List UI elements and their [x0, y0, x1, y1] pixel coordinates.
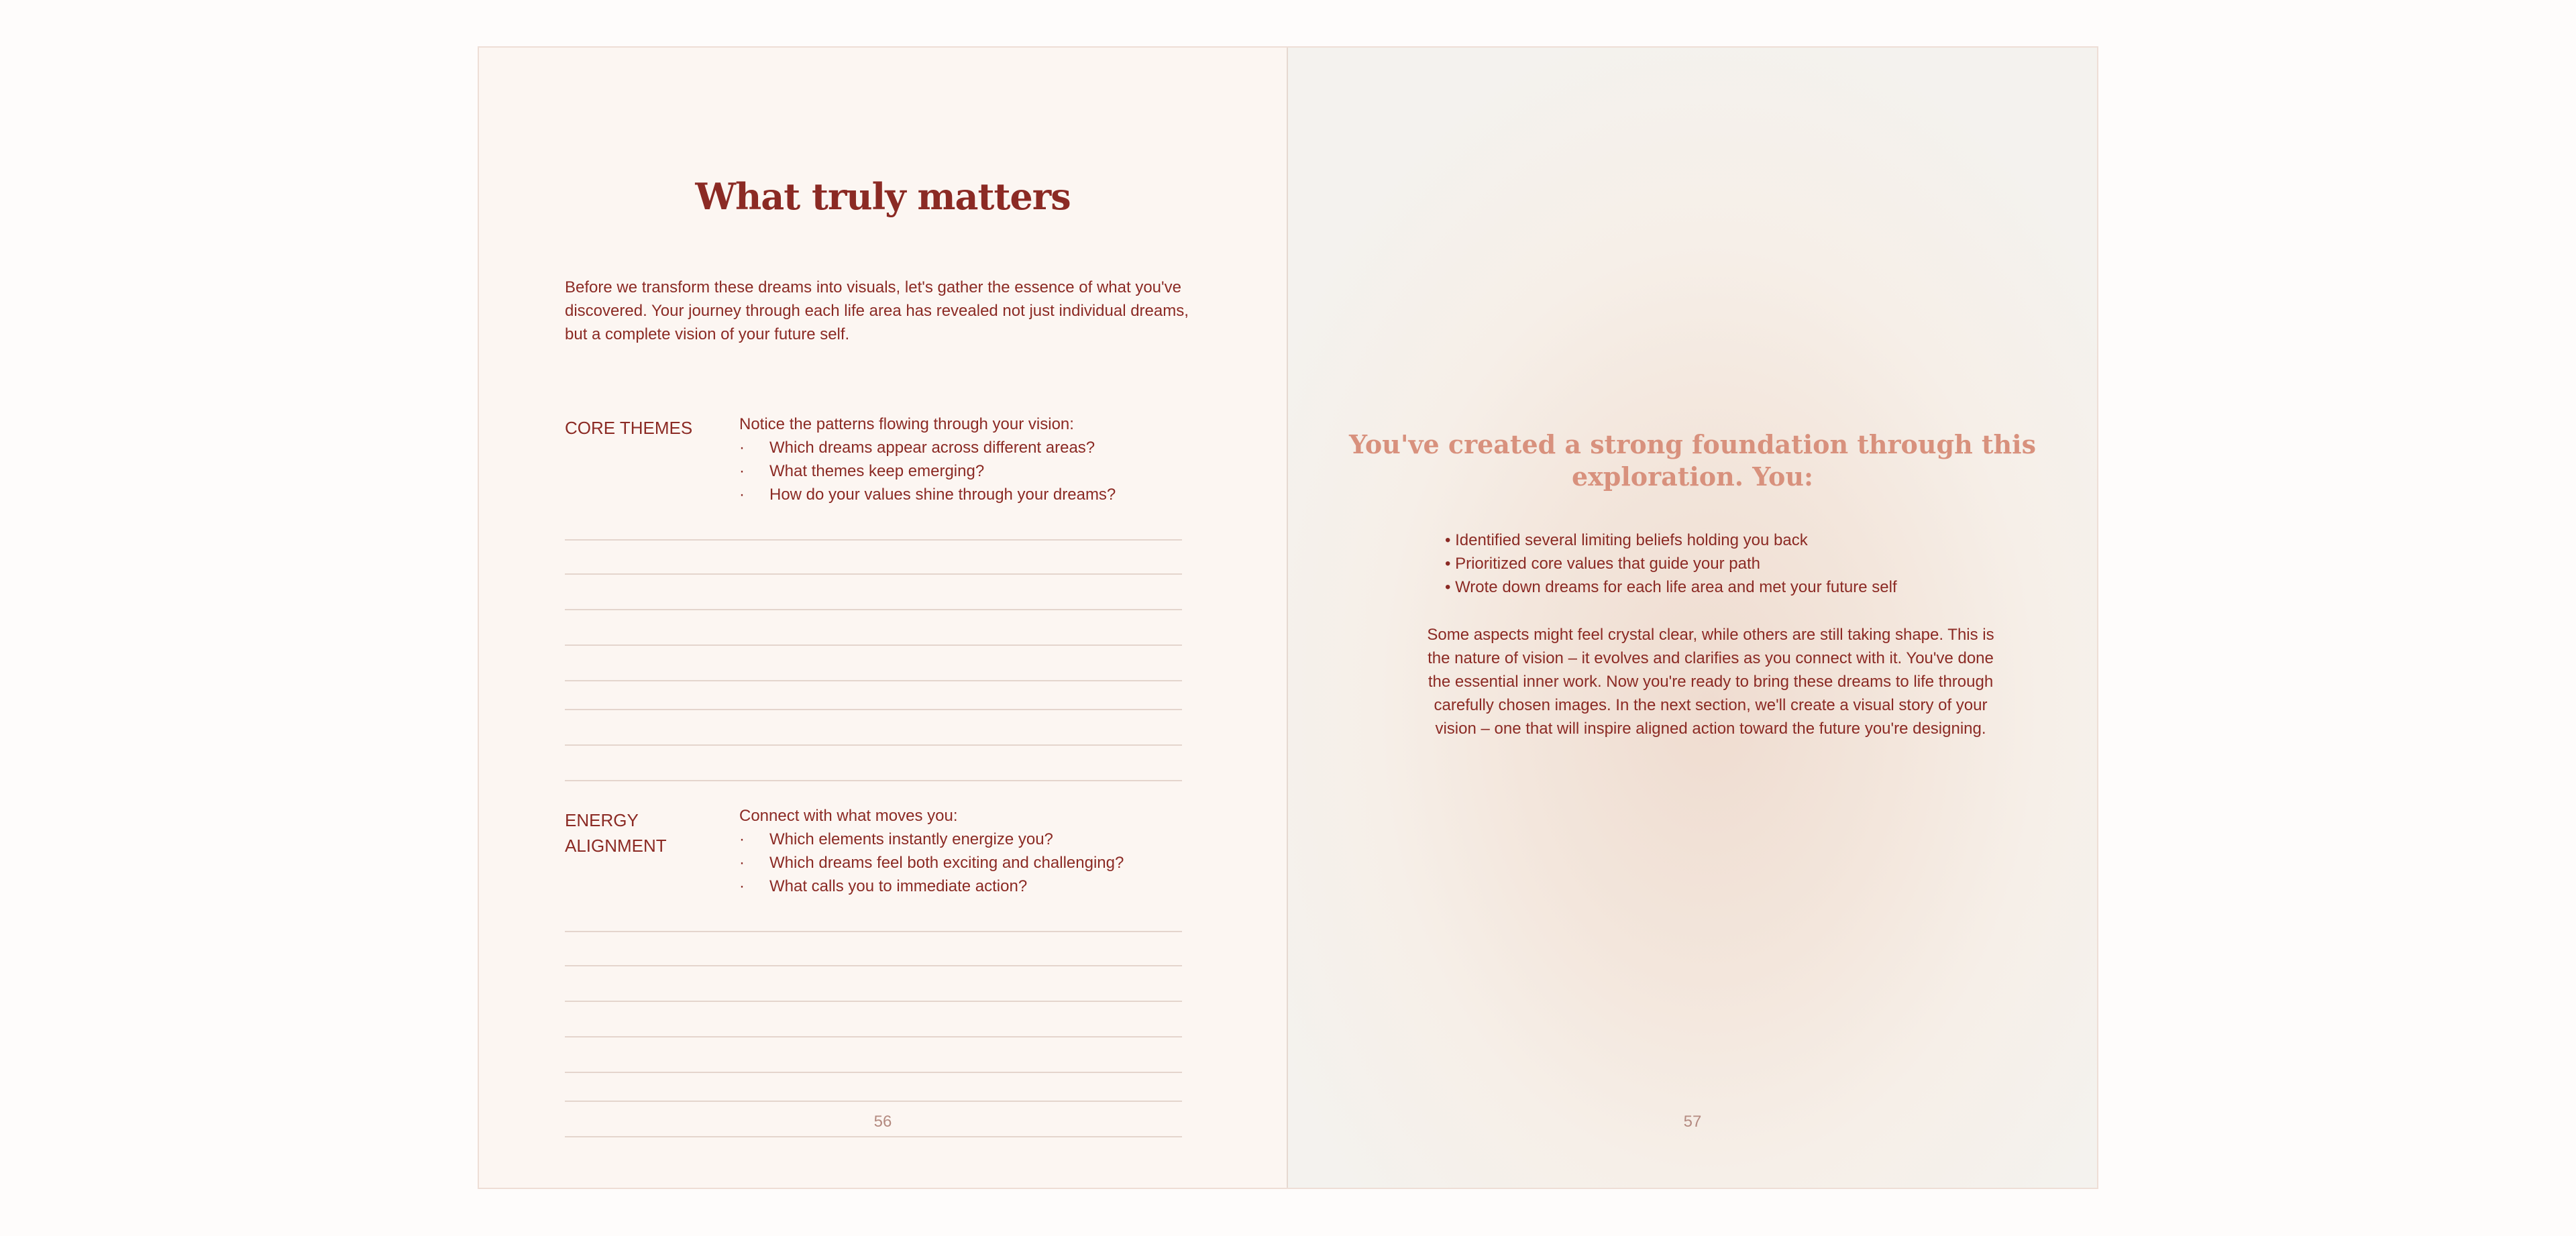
page-title: What truly matters — [695, 175, 1071, 218]
writing-line — [565, 780, 1182, 781]
writing-line — [565, 1072, 1182, 1073]
book-spread — [478, 46, 2098, 1189]
writing-lines-core-themes[interactable] — [565, 539, 1182, 781]
summary-item: • Wrote down dreams for each life area and met your future self — [1445, 575, 1995, 599]
summary-paragraph: Some aspects might feel crystal clear, while others are still taking shape. This is the nature of vision – it evolves and clarifies as you connect with it. You've done the essential inner work. Now you're ready to bring these dreams to life through carefully chosen images. In the next section, we'll create a visual story of your vision – one that will inspire aligned action toward the future you're designing. — [1427, 626, 1994, 738]
writing-line — [565, 709, 1182, 710]
question-item: · What themes keep emerging? — [739, 459, 1209, 483]
page-number: 56 — [873, 1113, 892, 1131]
writing-line — [565, 1101, 1182, 1102]
left-page — [479, 48, 1288, 1188]
question-item: · Which elements instantly energize you? — [739, 828, 1209, 851]
section-core-themes — [739, 412, 1209, 506]
writing-lines-energy-alignment[interactable] — [565, 931, 1182, 1137]
section-prompt: Notice the patterns flowing through your vision: — [739, 415, 1074, 433]
summary-heading: You've created a strong foundation through this exploration. You: — [1349, 429, 2036, 492]
writing-line — [565, 539, 1182, 541]
question-item: · What calls you to immediate action? — [739, 875, 1209, 898]
right-page — [1288, 48, 2097, 1188]
section-label-energy-alignment: ENERGY ALIGNMENT — [565, 810, 667, 856]
writing-line — [565, 644, 1182, 646]
section-label-core-themes: CORE THEMES — [565, 418, 693, 438]
writing-line — [565, 680, 1182, 681]
summary-item: • Prioritized core values that guide your path — [1445, 552, 1995, 575]
question-item: · Which dreams feel both exciting and challenging? — [739, 851, 1209, 875]
writing-line — [565, 965, 1182, 966]
section-prompt: Connect with what moves you: — [739, 807, 958, 825]
writing-line — [565, 1036, 1182, 1037]
summary-list — [1445, 528, 1995, 599]
writing-line — [565, 609, 1182, 610]
writing-line — [565, 744, 1182, 746]
writing-line — [565, 573, 1182, 575]
writing-line — [565, 931, 1182, 932]
question-item: · How do your values shine through your dreams? — [739, 483, 1209, 506]
summary-item: • Identified several limiting beliefs holding you back — [1445, 528, 1995, 552]
question-item: · Which dreams appear across different areas? — [739, 436, 1209, 459]
page-number: 57 — [1683, 1113, 1702, 1131]
writing-line — [565, 1136, 1182, 1137]
section-energy-alignment — [739, 804, 1209, 898]
writing-line — [565, 1001, 1182, 1002]
intro-text: Before we transform these dreams into visuals, let's gather the essence of what you've discovered. Your journey through each life area has revealed not just individual dreams, but a complete vision of your future self. — [565, 278, 1189, 343]
